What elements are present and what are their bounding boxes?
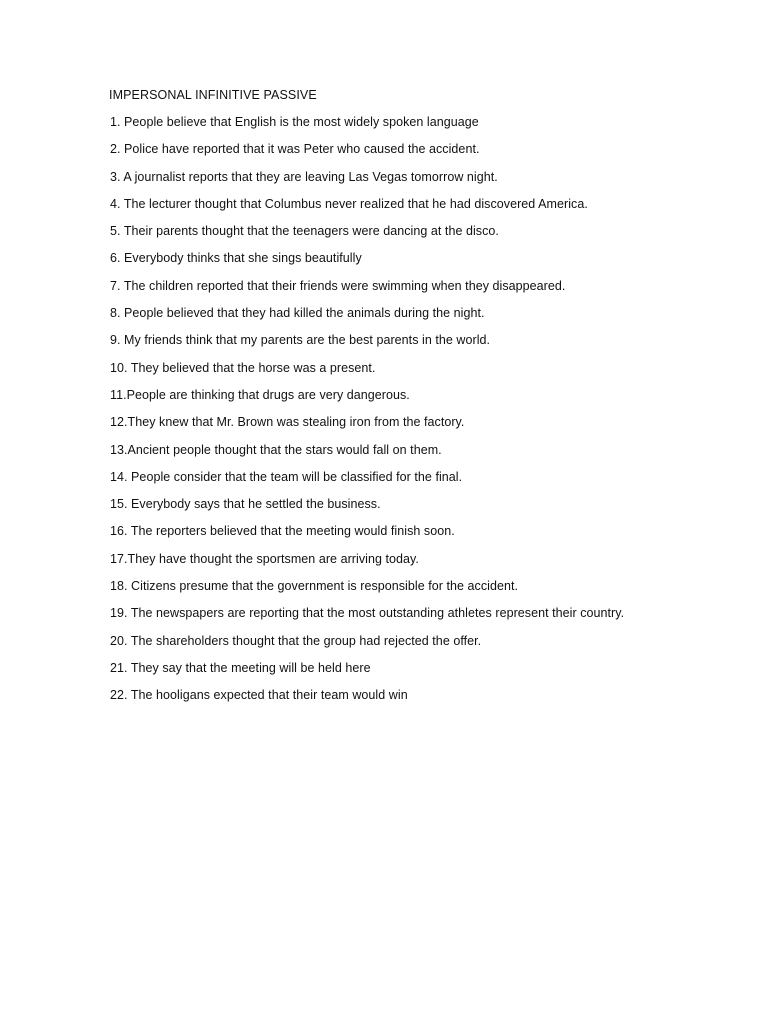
sentence-item: 16. The reporters believed that the meeting would finish soon. — [110, 524, 455, 539]
sentence-item: 12.They knew that Mr. Brown was stealing iron from the factory. — [110, 415, 465, 430]
sentence-item: 1. People believe that English is the most widely spoken language — [110, 115, 479, 129]
sentence-item: 18. Citizens presume that the government is responsible for the accident. — [110, 579, 519, 594]
sentence-item: 4. The lecturer thought that Columbus never realized that he had discovered America. — [110, 196, 588, 211]
sentence-item: 7. The children reported that their friends were swimming when they disappeared. — [110, 278, 566, 293]
sentence-item: 19. The newspapers are reporting that the most outstanding athletes represent their country. — [110, 606, 625, 621]
sentence-item: 22. The hooligans expected that their team would win — [110, 688, 408, 703]
sentence-item: 2. Police have reported that it was Peter who caused the accident. — [110, 142, 480, 157]
sentence-item: 20. The shareholders thought that the group had rejected the offer. — [110, 633, 482, 648]
sentence-item: 14. People consider that the team will be classified for the final. — [110, 469, 463, 484]
sentence-item: 15. Everybody says that he settled the business. — [110, 497, 381, 512]
sentence-item: 3. A journalist reports that they are leaving Las Vegas tomorrow night. — [110, 169, 498, 184]
sentence-item: 6. Everybody thinks that she sings beautifully — [110, 251, 362, 266]
sentence-item: 17.They have thought the sportsmen are arriving today. — [110, 551, 419, 566]
document-title: IMPERSONAL INFINITIVE PASSIVE — [109, 88, 317, 102]
sentence-item: 11.People are thinking that drugs are very dangerous. — [110, 387, 410, 402]
sentence-list — [110, 114, 624, 715]
sentence-item: 13.Ancient people thought that the stars would fall on them. — [110, 442, 442, 457]
sentence-item: 8. People believed that they had killed the animals during the night. — [110, 306, 485, 321]
sentence-item: 5. Their parents thought that the teenagers were dancing at the disco. — [110, 224, 499, 239]
sentence-item: 10. They believed that the horse was a present. — [110, 360, 376, 375]
sentence-item: 21. They say that the meeting will be held here — [110, 660, 371, 675]
sentence-item: 9. My friends think that my parents are the best parents in the world. — [110, 333, 491, 348]
